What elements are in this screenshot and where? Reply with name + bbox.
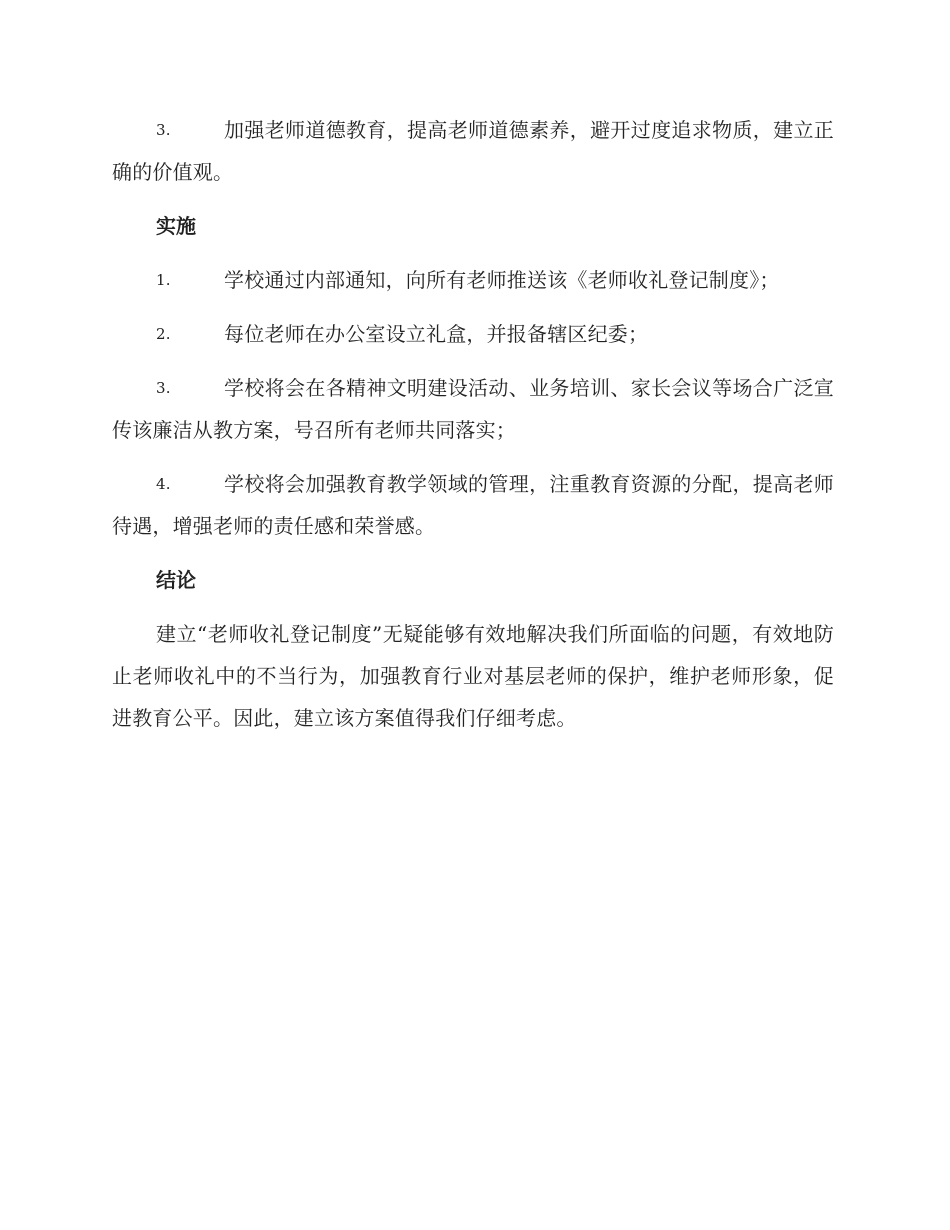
list-item-text: 学校通过内部通知，向所有老师推送该《老师收礼登记制度》； [224, 268, 780, 292]
section-heading-implementation: 实施 [156, 214, 196, 238]
list-number: 3. [156, 379, 171, 397]
section-heading-conclusion: 结论 [156, 568, 196, 592]
list-item-measure-3 [112, 109, 834, 193]
list-number: 2. [156, 325, 171, 343]
conclusion-paragraph: 建立“老师收礼登记制度”无疑能够有效地解决我们所面临的问题，有效地防止老师收礼中的不当行为，加强教育行业对基层老师的保护，维护老师形象，促进教育公平。因此，建立该方案值得我们仔细考虑。 [112, 622, 834, 730]
list-number: 1. [156, 271, 171, 289]
document-page [112, 109, 834, 739]
list-item-implementation-1 [112, 259, 834, 301]
list-item-text: 每位老师在办公室设立礼盒，并报备辖区纪委； [224, 322, 649, 346]
list-item-text: 学校将会在各精神文明建设活动、业务培训、家长会议等场合广泛宣传该廉洁从教方案，号召所有老师共同落实； [112, 376, 834, 442]
list-item-text: 学校将会加强教育教学领域的管理，注重教育资源的分配，提高老师待遇，增强老师的责任感和荣誉感。 [112, 472, 834, 538]
list-item-implementation-2 [112, 313, 834, 355]
list-item-implementation-4 [112, 463, 834, 547]
list-item-implementation-3 [112, 367, 834, 451]
list-item-text: 加强老师道德教育，提高老师道德素养，避开过度追求物质，建立正确的价值观。 [112, 118, 834, 184]
list-number: 3. [156, 121, 171, 139]
list-number: 4. [156, 475, 171, 493]
